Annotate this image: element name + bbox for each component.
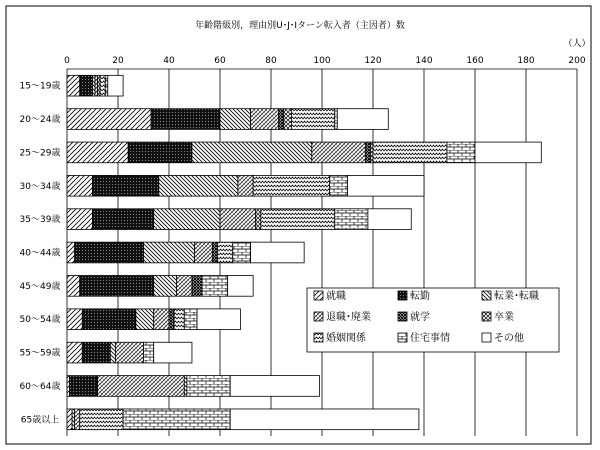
bar-segment xyxy=(67,75,80,96)
bar-segment xyxy=(217,242,232,263)
bar-segment xyxy=(233,242,251,263)
bar-segment xyxy=(330,175,348,196)
bar-segment xyxy=(447,142,475,163)
unit-label: （人） xyxy=(563,39,591,49)
category-label: 35～39歳 xyxy=(19,215,61,226)
bar-segment xyxy=(177,276,192,297)
x-tick-label: 120 xyxy=(364,56,382,66)
bar-segment xyxy=(67,142,128,163)
bar-segment xyxy=(230,409,419,430)
legend-label: その他 xyxy=(494,333,524,344)
bar-segment xyxy=(80,276,154,297)
bar-segment xyxy=(335,209,368,230)
bar-segment xyxy=(475,142,541,163)
bar-segment xyxy=(348,175,425,196)
legend-swatch xyxy=(314,312,323,321)
bar-segment xyxy=(144,242,195,263)
legend-label: 住宅事情 xyxy=(410,333,450,344)
x-tick-label: 200 xyxy=(568,56,586,66)
bar-segment xyxy=(195,242,213,263)
bar-segment xyxy=(154,209,220,230)
legend-label: 婚姻関係 xyxy=(326,333,366,344)
bar-segment xyxy=(98,376,185,397)
bar-segment xyxy=(251,109,279,130)
legend-swatch xyxy=(314,333,323,342)
bar-segment xyxy=(123,409,230,430)
category-label: 65歳以上 xyxy=(20,415,60,426)
bar-segment xyxy=(70,376,98,397)
bar-segment xyxy=(67,209,93,230)
bar-segment xyxy=(67,342,82,363)
bar-segment xyxy=(67,109,151,130)
x-tick-label: 20 xyxy=(112,56,124,66)
bar-segment xyxy=(291,109,334,130)
bar-segment xyxy=(192,142,312,163)
bar-segment xyxy=(67,175,93,196)
bar-segment xyxy=(108,75,123,96)
legend-label: 卒業 xyxy=(494,312,514,323)
legend-label: 転勤 xyxy=(410,291,430,302)
legend-swatch xyxy=(398,312,407,321)
legend-label: 転業･転職 xyxy=(494,291,539,302)
bar-segment xyxy=(154,342,192,363)
x-tick-label: 60 xyxy=(214,56,226,66)
bar-segment xyxy=(228,276,254,297)
bar-segment xyxy=(93,175,159,196)
x-tick-label: 80 xyxy=(265,56,277,66)
bar-segment xyxy=(365,142,370,163)
legend-label: 就職 xyxy=(326,291,346,302)
bar-segment xyxy=(144,342,154,363)
bar-segment xyxy=(100,75,105,96)
bar-segment xyxy=(174,309,184,330)
bar-segment xyxy=(192,276,202,297)
bar-segment xyxy=(80,409,123,430)
bar-segment xyxy=(212,242,217,263)
bar-segment xyxy=(238,175,253,196)
bar-segment xyxy=(184,309,197,330)
category-label: 30～34歳 xyxy=(19,181,61,192)
legend-swatch xyxy=(398,291,407,300)
category-label: 20～24歳 xyxy=(19,115,61,126)
legend-swatch xyxy=(482,333,491,342)
bar-segment xyxy=(67,242,75,263)
bar-segment xyxy=(136,309,154,330)
bar-segment xyxy=(80,75,93,96)
legend-swatch xyxy=(314,291,323,300)
x-tick-label: 180 xyxy=(517,56,535,66)
x-tick-label: 160 xyxy=(466,56,484,66)
bar-segment xyxy=(202,276,228,297)
bar-segment xyxy=(230,376,319,397)
bar-segment xyxy=(151,109,220,130)
bar-segment xyxy=(337,109,388,130)
category-label: 55～59歳 xyxy=(19,348,61,359)
legend-label: 就学 xyxy=(410,312,430,323)
category-label: 60～64歳 xyxy=(19,381,61,392)
bar-segment xyxy=(373,142,447,163)
bar-segment xyxy=(110,342,115,363)
bar-segment xyxy=(93,209,154,230)
bar-segment xyxy=(253,175,330,196)
x-tick-label: 40 xyxy=(163,56,175,66)
bar-segment xyxy=(75,409,80,430)
category-label: 40～44歳 xyxy=(19,248,61,259)
category-label: 45～49歳 xyxy=(19,281,61,292)
bar-segment xyxy=(187,376,230,397)
bar-segment xyxy=(128,142,192,163)
x-tick-label: 140 xyxy=(415,56,433,66)
category-label: 15～19歳 xyxy=(19,81,61,92)
x-tick-label: 100 xyxy=(313,56,331,66)
bar-segment xyxy=(67,309,82,330)
bar-segment xyxy=(284,109,292,130)
bar-segment xyxy=(154,276,177,297)
bar-segment xyxy=(279,109,284,130)
category-label: 25～29歳 xyxy=(19,148,61,159)
bar-segment xyxy=(251,242,305,263)
bar-segment xyxy=(115,342,143,363)
bar-segment xyxy=(197,309,240,330)
bar-segment xyxy=(159,175,238,196)
bar-segment xyxy=(312,142,366,163)
legend-label: 退職･廃業 xyxy=(326,312,371,323)
bar-segment xyxy=(67,276,80,297)
bar-segment xyxy=(82,342,110,363)
chart-title: 年齢階級別，理由別U･J･Iターン転入者（主因者）数 xyxy=(195,21,405,31)
bar-segment xyxy=(75,242,144,263)
bar-segment xyxy=(67,409,72,430)
bar-segment xyxy=(169,309,174,330)
category-label: 50～54歳 xyxy=(19,315,61,326)
legend-swatch xyxy=(482,312,491,321)
bar-segment xyxy=(368,209,411,230)
bar-segment xyxy=(220,209,256,230)
legend-swatch xyxy=(398,333,407,342)
bar-segment xyxy=(82,309,136,330)
x-tick-label: 0 xyxy=(64,56,70,66)
bar-segment xyxy=(154,309,169,330)
bar-segment xyxy=(256,209,261,230)
bar-segment xyxy=(261,209,335,230)
bar-segment xyxy=(220,109,251,130)
legend-swatch xyxy=(482,291,491,300)
